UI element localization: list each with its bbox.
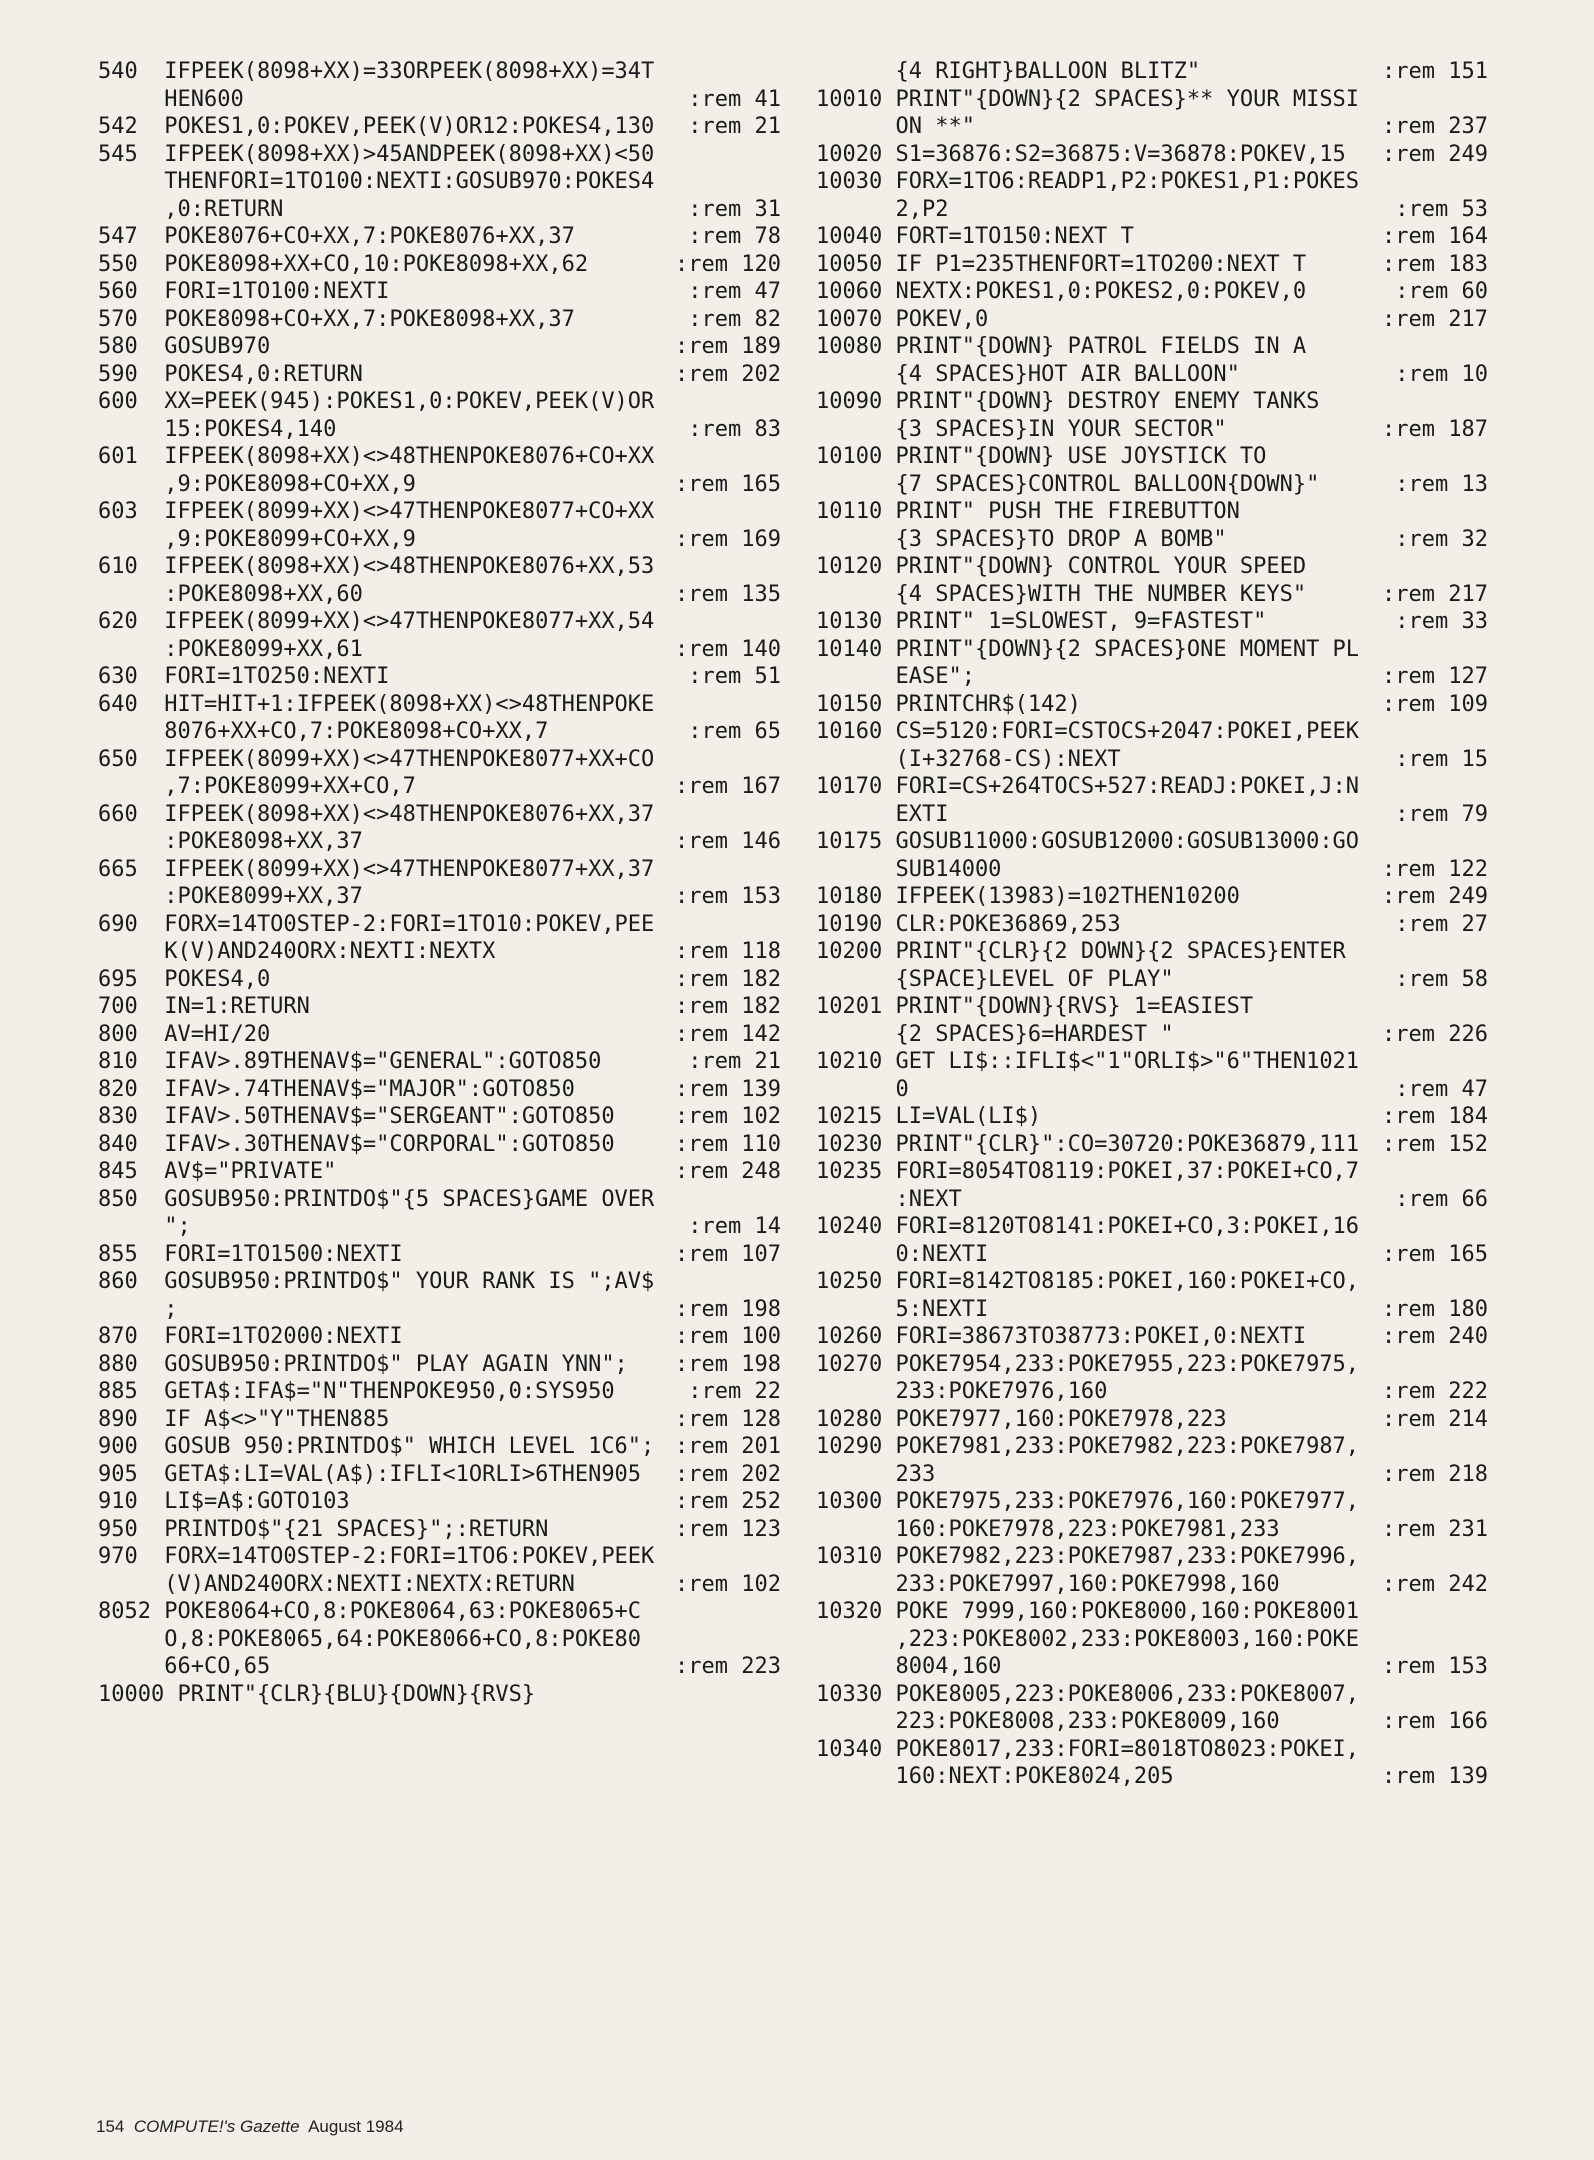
code-text: 660 IFPEEK(8098+XX)<>48THENPOKE8076+XX,37 :POKE8098+XX,37 — [98, 801, 655, 854]
code-line — [816, 773, 1488, 828]
code-text: 10060 NEXTX:POKES1,0:POKES2,0:POKEV,0 — [816, 279, 1307, 304]
code-text: 850 GOSUB950:PRINTDO$"{5 SPACES}GAME OVER "; — [98, 1186, 655, 1239]
code-line — [816, 1268, 1488, 1323]
checksum-rem: :rem 222 — [1382, 1379, 1488, 1404]
code-line — [98, 691, 781, 746]
code-text: 600 XX=PEEK(945):POKES1,0:POKEV,PEEK(V)OR 15:POKES4,140 — [98, 389, 655, 442]
code-line — [98, 966, 781, 994]
code-line — [98, 1158, 781, 1186]
code-line — [816, 608, 1488, 636]
checksum-rem: :rem 21 — [688, 114, 781, 139]
code-line — [98, 333, 781, 361]
code-text: 10090 PRINT"{DOWN} DESTROY ENEMY TANKS {3 SPACES}IN YOUR SECTOR" — [816, 389, 1320, 442]
code-text: 840 IFAV>.30THENAV$="CORPORAL":GOTO850 — [98, 1131, 615, 1157]
code-line — [98, 223, 781, 251]
program-listing-right-column — [816, 58, 1488, 1791]
code-line — [98, 1351, 781, 1379]
code-text: 10050 IF P1=235THENFORT=1TO200:NEXT T — [816, 251, 1307, 277]
checksum-rem: :rem 32 — [1395, 526, 1488, 552]
code-line — [816, 691, 1488, 719]
code-line — [816, 1406, 1488, 1434]
code-line — [816, 828, 1488, 883]
code-text: 800 AV=HI/20 — [98, 1021, 271, 1047]
checksum-rem: :rem 53 — [1395, 196, 1488, 222]
code-text: {4 RIGHT}BALLOON BLITZ" — [816, 59, 1201, 84]
code-line — [816, 443, 1488, 498]
code-text: 905 GETA$:LI=VAL(A$):IFLI<1ORLI>6THEN905 — [98, 1461, 642, 1487]
code-line — [98, 856, 781, 911]
code-text: 10070 POKEV,0 — [816, 306, 989, 332]
checksum-rem: :rem 13 — [1395, 471, 1488, 497]
code-line — [816, 938, 1488, 993]
checksum-rem: :rem 202 — [675, 361, 781, 387]
code-text: 690 FORX=14TO0STEP-2:FORI=1TO10:POKEV,PEE K(V)AND240ORX:NEXTI:NEXTX — [98, 911, 655, 964]
code-line — [98, 1131, 781, 1159]
checksum-rem: :rem 66 — [1395, 1186, 1488, 1212]
checksum-rem: :rem 47 — [688, 279, 781, 304]
code-line — [98, 1433, 781, 1461]
code-text: 10340 POKE8017,233:FORI=8018TO8023:POKEI, 160:NEXT:POKE8024,205 — [816, 1736, 1360, 1789]
issue-date: August 1984 — [308, 2117, 404, 2136]
code-text: 845 AV$="PRIVATE" — [98, 1159, 337, 1184]
code-line — [816, 333, 1488, 388]
checksum-rem: :rem 237 — [1382, 114, 1488, 139]
checksum-rem: :rem 217 — [1382, 581, 1488, 607]
checksum-rem: :rem 122 — [1382, 856, 1488, 882]
code-line — [816, 1681, 1488, 1736]
code-text: 880 GOSUB950:PRINTDO$" PLAY AGAIN YNN"; — [98, 1351, 628, 1377]
code-text: 10110 PRINT" PUSH THE FIREBUTTON {3 SPACES}TO DROP A BOMB" — [816, 499, 1240, 552]
code-line — [816, 1048, 1488, 1103]
code-line — [816, 883, 1488, 911]
code-line — [98, 553, 781, 608]
checksum-rem: :rem 164 — [1382, 224, 1488, 249]
code-text: 10210 GET LI$::IFLI$<"1"ORLI$>"6"THEN1021 0 — [816, 1049, 1360, 1102]
code-text: 650 IFPEEK(8099+XX)<>47THENPOKE8077+XX+CO ,7:POKE8099+XX+CO,7 — [98, 746, 655, 799]
code-text: 10130 PRINT" 1=SLOWEST, 9=FASTEST" — [816, 609, 1267, 634]
code-text: 10280 POKE7977,160:POKE7978,223 — [816, 1406, 1227, 1432]
code-text: 900 GOSUB 950:PRINTDO$" WHICH LEVEL 1C6"; — [98, 1434, 655, 1459]
code-text: 10235 FORI=8054TO8119:POKEI,37:POKEI+CO,7 :NEXT — [816, 1159, 1360, 1212]
checksum-rem: :rem 128 — [675, 1406, 781, 1432]
checksum-rem: :rem 214 — [1382, 1406, 1488, 1432]
code-text: 545 IFPEEK(8098+XX)>45ANDPEEK(8098+XX)<50 THENFORI=1TO100:NEXTI:GOSUB970:POKES4 ,0:RETURN — [98, 141, 655, 222]
code-line — [816, 86, 1488, 141]
code-line — [98, 388, 781, 443]
code-line — [816, 1598, 1488, 1681]
code-text: 10300 POKE7975,233:POKE7976,160:POKE7977, 160:POKE7978,223:POKE7981,233 — [816, 1489, 1360, 1542]
code-text: 855 FORI=1TO1500:NEXTI — [98, 1241, 403, 1267]
code-text: 10215 LI=VAL(LI$) — [816, 1104, 1042, 1129]
code-line — [98, 1598, 781, 1681]
checksum-rem: :rem 151 — [1382, 59, 1488, 84]
code-line — [98, 663, 781, 691]
code-line — [98, 1406, 781, 1434]
code-line — [98, 1103, 781, 1131]
code-text: 560 FORI=1TO100:NEXTI — [98, 279, 390, 304]
code-text: 542 POKES1,0:POKEV,PEEK(V)OR12:POKES4,130 — [98, 114, 655, 139]
code-line — [816, 388, 1488, 443]
code-text: 10250 FORI=8142TO8185:POKEI,160:POKEI+CO, 5:NEXTI — [816, 1269, 1360, 1322]
checksum-rem: :rem 180 — [1382, 1296, 1488, 1322]
checksum-rem: :rem 167 — [675, 774, 781, 799]
code-line — [816, 1351, 1488, 1406]
checksum-rem: :rem 189 — [675, 334, 781, 359]
code-line — [98, 361, 781, 389]
checksum-rem: :rem 242 — [1382, 1571, 1488, 1597]
code-text: 10310 POKE7982,223:POKE7987,233:POKE7996, 233:POKE7997,160:POKE7998,160 — [816, 1544, 1360, 1597]
code-text: 601 IFPEEK(8098+XX)<>48THENPOKE8076+CO+XX ,9:POKE8098+CO+XX,9 — [98, 444, 655, 497]
code-line — [816, 58, 1488, 86]
publication-name: COMPUTE!'s Gazette — [133, 2117, 300, 2136]
code-text: 10320 POKE 7999,160:POKE8000,160:POKE8001 ,223:POKE8002,233:POKE8003,160:POKE 8004,160 — [816, 1599, 1360, 1679]
checksum-rem: :rem 107 — [675, 1241, 781, 1267]
code-line — [816, 168, 1488, 223]
code-text: 10140 PRINT"{DOWN}{2 SPACES}ONE MOMENT PL EASE"; — [816, 636, 1360, 689]
checksum-rem: :rem 79 — [1395, 801, 1488, 827]
code-line — [98, 608, 781, 663]
code-text: 10080 PRINT"{DOWN} PATROL FIELDS IN A {4 SPACES}HOT AIR BALLOON" — [816, 334, 1307, 387]
checksum-rem: :rem 21 — [688, 1049, 781, 1074]
checksum-rem: :rem 102 — [675, 1571, 781, 1597]
code-text: 970 FORX=14TO0STEP-2:FORI=1TO6:POKEV,PEEK (V)AND240ORX:NEXTI:NEXTX:RETURN — [98, 1544, 655, 1597]
code-text: 10040 FORT=1TO150:NEXT T — [816, 224, 1134, 249]
code-text: 10000 PRINT"{CLR}{BLU}{DOWN}{RVS} — [98, 1681, 536, 1707]
code-text: 10270 POKE7954,233:POKE7955,223:POKE7975, 233:POKE7976,160 — [816, 1351, 1360, 1404]
code-line — [98, 1323, 781, 1351]
code-line — [98, 1516, 781, 1544]
checksum-rem: :rem 153 — [675, 884, 781, 909]
code-text: 10030 FORX=1TO6:READP1,P2:POKES1,P1:POKES 2,P2 — [816, 169, 1360, 222]
code-line — [98, 1378, 781, 1406]
code-line — [816, 1158, 1488, 1213]
checksum-rem: :rem 226 — [1382, 1021, 1488, 1047]
code-line — [816, 1543, 1488, 1598]
code-text: 10180 IFPEEK(13983)=102THEN10200 — [816, 884, 1240, 909]
checksum-rem: :rem 58 — [1395, 966, 1488, 992]
checksum-rem: :rem 202 — [675, 1461, 781, 1487]
checksum-rem: :rem 249 — [1382, 141, 1488, 167]
checksum-rem: :rem 198 — [675, 1296, 781, 1322]
code-text: 610 IFPEEK(8098+XX)<>48THENPOKE8076+XX,53 :POKE8098+XX,60 — [98, 554, 655, 607]
checksum-rem: :rem 140 — [675, 636, 781, 662]
checksum-rem: :rem 252 — [675, 1489, 781, 1514]
code-text: 10120 PRINT"{DOWN} CONTROL YOUR SPEED {4 SPACES}WITH THE NUMBER KEYS" — [816, 554, 1307, 607]
checksum-rem: :rem 120 — [675, 251, 781, 277]
checksum-rem: :rem 82 — [688, 306, 781, 332]
code-text: 570 POKE8098+CO+XX,7:POKE8098+XX,37 — [98, 306, 575, 332]
checksum-rem: :rem 184 — [1382, 1104, 1488, 1129]
code-text: 10201 PRINT"{DOWN}{RVS} 1=EASIEST {2 SPACES}6=HARDEST " — [816, 994, 1254, 1047]
checksum-rem: :rem 47 — [1395, 1076, 1488, 1102]
code-text: 540 IFPEEK(8098+XX)=33ORPEEK(8098+XX)=34T HEN600 — [98, 59, 655, 112]
code-line — [98, 251, 781, 279]
code-line — [816, 498, 1488, 553]
code-line — [98, 911, 781, 966]
checksum-rem: :rem 41 — [688, 86, 781, 112]
code-text: 10010 PRINT"{DOWN}{2 SPACES}** YOUR MISSI ON **" — [816, 86, 1360, 139]
checksum-rem: :rem 165 — [675, 471, 781, 497]
code-line — [98, 443, 781, 498]
code-text: 10290 POKE7981,233:POKE7982,223:POKE7987, 233 — [816, 1434, 1360, 1487]
code-line — [816, 278, 1488, 306]
checksum-rem: :rem 139 — [1382, 1764, 1488, 1789]
code-line — [98, 278, 781, 306]
code-line — [816, 223, 1488, 251]
checksum-rem: :rem 78 — [688, 224, 781, 249]
checksum-rem: :rem 223 — [675, 1654, 781, 1679]
code-text: 603 IFPEEK(8099+XX)<>47THENPOKE8077+CO+XX ,9:POKE8099+CO+XX,9 — [98, 499, 655, 552]
code-text: 550 POKE8098+XX+CO,10:POKE8098+XX,62 — [98, 251, 589, 277]
code-text: 665 IFPEEK(8099+XX)<>47THENPOKE8077+XX,37 :POKE8099+XX,37 — [98, 856, 655, 909]
code-line — [816, 251, 1488, 279]
checksum-rem: :rem 33 — [1395, 609, 1488, 634]
code-text: 10240 FORI=8120TO8141:POKEI+CO,3:POKEI,16 0:NEXTI — [816, 1214, 1360, 1267]
code-text: 870 FORI=1TO2000:NEXTI — [98, 1324, 403, 1349]
code-text: 700 IN=1:RETURN — [98, 994, 310, 1019]
code-text: 860 GOSUB950:PRINTDO$" YOUR RANK IS ";AV$ ; — [98, 1269, 655, 1322]
code-line — [816, 553, 1488, 608]
code-line — [816, 636, 1488, 691]
code-line — [816, 718, 1488, 773]
code-line — [98, 141, 781, 224]
checksum-rem: :rem 123 — [675, 1516, 781, 1542]
checksum-rem: :rem 249 — [1382, 884, 1488, 909]
checksum-rem: :rem 169 — [675, 526, 781, 552]
code-line — [98, 1021, 781, 1049]
code-line — [98, 993, 781, 1021]
checksum-rem: :rem 146 — [675, 829, 781, 854]
checksum-rem: :rem 27 — [1395, 911, 1488, 937]
code-line — [98, 1048, 781, 1076]
code-text: 590 POKES4,0:RETURN — [98, 361, 363, 387]
checksum-rem: :rem 31 — [688, 196, 781, 222]
checksum-rem: :rem 100 — [675, 1324, 781, 1349]
checksum-rem: :rem 110 — [675, 1131, 781, 1157]
code-line — [98, 1543, 781, 1598]
checksum-rem: :rem 183 — [1382, 251, 1488, 277]
code-text: 10330 POKE8005,223:POKE8006,233:POKE8007, 223:POKE8008,233:POKE8009,160 — [816, 1681, 1360, 1734]
code-line — [816, 911, 1488, 939]
code-line — [816, 141, 1488, 169]
code-text: 10230 PRINT"{CLR}":CO=30720:POKE36879,111 — [816, 1131, 1360, 1157]
code-text: 10170 FORI=CS+264TOCS+527:READJ:POKEI,J:N EXTI — [816, 774, 1360, 827]
code-text: 630 FORI=1TO250:NEXTI — [98, 664, 390, 689]
checksum-rem: :rem 248 — [675, 1159, 781, 1184]
code-text: 910 LI$=A$:GOTO103 — [98, 1489, 350, 1514]
checksum-rem: :rem 153 — [1382, 1654, 1488, 1679]
checksum-rem: :rem 182 — [675, 994, 781, 1019]
code-line — [98, 1268, 781, 1323]
code-line — [98, 1186, 781, 1241]
checksum-rem: :rem 51 — [688, 664, 781, 689]
code-line — [816, 1323, 1488, 1351]
checksum-rem: :rem 231 — [1382, 1516, 1488, 1542]
code-line — [98, 113, 781, 141]
checksum-rem: :rem 109 — [1382, 691, 1488, 717]
checksum-rem: :rem 135 — [675, 581, 781, 607]
checksum-rem: :rem 127 — [1382, 664, 1488, 689]
checksum-rem: :rem 182 — [675, 966, 781, 992]
code-text: 885 GETA$:IFA$="N"THENPOKE950,0:SYS950 — [98, 1379, 615, 1404]
checksum-rem: :rem 83 — [688, 416, 781, 442]
code-text: 830 IFAV>.50THENAV$="SERGEANT":GOTO850 — [98, 1104, 615, 1129]
checksum-rem: :rem 198 — [675, 1351, 781, 1377]
code-line — [98, 801, 781, 856]
code-text: 950 PRINTDO$"{21 SPACES}";:RETURN — [98, 1516, 549, 1542]
checksum-rem: :rem 118 — [675, 939, 781, 964]
code-line — [98, 1241, 781, 1269]
checksum-rem: :rem 22 — [688, 1379, 781, 1404]
checksum-rem: :rem 218 — [1382, 1461, 1488, 1487]
checksum-rem: :rem 142 — [675, 1021, 781, 1047]
code-line — [816, 1736, 1488, 1791]
page-number: 154 — [96, 2117, 125, 2136]
code-text: 547 POKE8076+CO+XX,7:POKE8076+XX,37 — [98, 224, 575, 249]
code-text: 10020 S1=36876:S2=36875:V=36878:POKEV,15 — [816, 141, 1346, 167]
code-text: 640 HIT=HIT+1:IFPEEK(8098+XX)<>48THENPOKE 8076+XX+CO,7:POKE8098+CO+XX,7 — [98, 691, 655, 744]
code-text: 8052 POKE8064+CO,8:POKE8064,63:POKE8065+C O,8:POKE8065,64:POKE8066+CO,8:POKE80 66+CO,65 — [98, 1599, 642, 1679]
checksum-rem: :rem 166 — [1382, 1709, 1488, 1734]
code-text: 10190 CLR:POKE36869,253 — [816, 911, 1121, 937]
code-text: 620 IFPEEK(8099+XX)<>47THENPOKE8077+XX,54 :POKE8099+XX,61 — [98, 609, 655, 662]
code-line — [816, 1103, 1488, 1131]
checksum-rem: :rem 240 — [1382, 1324, 1488, 1349]
checksum-rem: :rem 102 — [675, 1104, 781, 1129]
checksum-rem: :rem 15 — [1395, 746, 1488, 772]
checksum-rem: :rem 60 — [1395, 279, 1488, 304]
code-text: 10200 PRINT"{CLR}{2 DOWN}{2 SPACES}ENTER {SPACE}LEVEL OF PLAY" — [816, 939, 1346, 992]
checksum-rem: :rem 187 — [1382, 416, 1488, 442]
code-text: 10100 PRINT"{DOWN} USE JOYSTICK TO {7 SPACES}CONTROL BALLOON{DOWN}" — [816, 444, 1320, 497]
code-text: 10150 PRINTCHR$(142) — [816, 691, 1081, 717]
checksum-rem: :rem 65 — [688, 719, 781, 744]
code-line — [816, 1213, 1488, 1268]
checksum-rem: :rem 152 — [1382, 1131, 1488, 1157]
code-text: 695 POKES4,0 — [98, 966, 271, 992]
code-line — [98, 1076, 781, 1104]
program-listing-left-column — [98, 58, 781, 1708]
code-line — [98, 1488, 781, 1516]
checksum-rem: :rem 10 — [1395, 361, 1488, 387]
code-text: 810 IFAV>.89THENAV$="GENERAL":GOTO850 — [98, 1049, 602, 1074]
code-line — [816, 1488, 1488, 1543]
code-line — [98, 306, 781, 334]
code-text: 820 IFAV>.74THENAV$="MAJOR":GOTO850 — [98, 1076, 575, 1102]
checksum-rem: :rem 139 — [675, 1076, 781, 1102]
code-line — [816, 1433, 1488, 1488]
code-text: 10175 GOSUB11000:GOSUB12000:GOSUB13000:GO SUB14000 — [816, 829, 1360, 882]
checksum-rem: :rem 217 — [1382, 306, 1488, 332]
code-text: 10260 FORI=38673TO38773:POKEI,0:NEXTI — [816, 1324, 1307, 1349]
checksum-rem: :rem 165 — [1382, 1241, 1488, 1267]
checksum-rem: :rem 201 — [675, 1434, 781, 1459]
code-line — [816, 993, 1488, 1048]
code-text: 890 IF A$<>"Y"THEN885 — [98, 1406, 390, 1432]
code-line — [816, 306, 1488, 334]
code-line — [98, 498, 781, 553]
code-line — [98, 1461, 781, 1489]
code-line — [816, 1131, 1488, 1159]
code-text: 580 GOSUB970 — [98, 334, 271, 359]
page-footer — [96, 2117, 404, 2137]
code-line — [98, 58, 781, 113]
checksum-rem: :rem 14 — [688, 1214, 781, 1239]
code-line — [98, 1681, 781, 1709]
code-text: 10160 CS=5120:FORI=CSTOCS+2047:POKEI,PEEK (I+32768-CS):NEXT — [816, 719, 1360, 772]
code-line — [98, 746, 781, 801]
